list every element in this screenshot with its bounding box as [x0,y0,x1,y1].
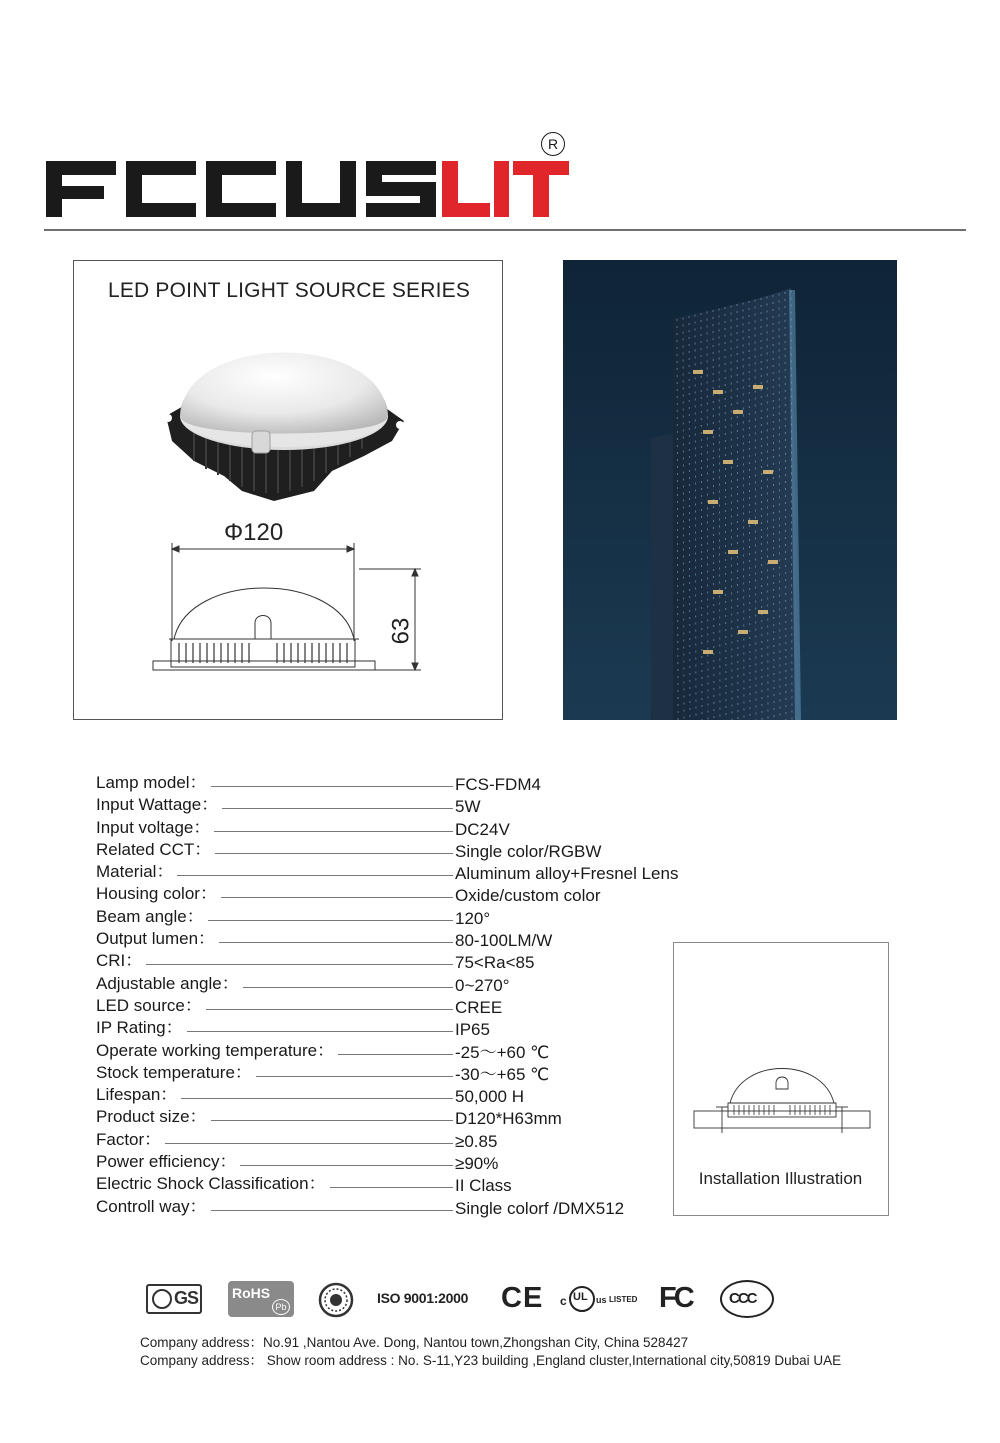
ul-listed-icon [560,1284,640,1314]
fcc-mark: FC [659,1282,692,1314]
product-panel [73,260,503,720]
spec-value: II Class [455,1176,512,1196]
rohs-mark-icon [228,1281,294,1317]
spec-label: Input Wattage： [96,794,222,816]
address-line-2: Company address： Show room address : No. S-11,Y23 building ,England cluster,International city,50819 Dubai UAE [140,1353,842,1368]
brand-logo [44,128,584,228]
ul-letters: UL [573,1291,588,1303]
spec-label: Operate working temperature： [96,1040,338,1062]
spec-label: Product size： [96,1106,211,1128]
installation-drawing [692,1055,872,1135]
spec-value: D120*H63mm [455,1109,562,1129]
spec-label: CRI： [96,950,146,972]
spec-value: 0~270° [455,975,510,995]
rohs-label: RoHS [232,1285,271,1301]
spec-label: Beam angle： [96,906,208,928]
spec-label: Factor： [96,1129,165,1151]
series-title: LED POINT LIGHT SOURCE SERIES [107,279,471,302]
spec-label: Controll way： [96,1196,211,1218]
spec-row [96,1017,656,1039]
tower-window-light [728,550,738,554]
spec-label: Stock temperature： [96,1062,256,1084]
spec-row [96,906,656,928]
spec-row [96,950,656,972]
tower-window-light [723,460,733,464]
ul-c-letter: c [560,1294,567,1308]
spec-label: Output lumen： [96,928,219,950]
ul-listed-text: LISTED [609,1295,638,1304]
spec-value: -30～+65 ℃ [455,1064,550,1084]
spec-label: Related CCT： [96,839,215,861]
spec-row [96,772,656,794]
spec-value: FCS-FDM4 [455,775,541,794]
tower-window-light [703,650,713,654]
gs-g-letter: G [174,1288,189,1308]
cqc-seal-icon [318,1282,354,1318]
gs-mark-icon [146,1284,202,1314]
header-divider [44,229,966,231]
spec-row [96,1129,656,1151]
certification-strip [140,1278,780,1320]
spec-row [96,839,656,861]
spec-value: ≥90% [455,1154,499,1174]
spec-label: Electric Shock Classification： [96,1173,330,1195]
spec-value: Single color/RGBW [455,841,602,861]
logo-letter-e-svg [44,128,584,228]
spec-row [96,1062,656,1084]
spec-value: Oxide/custom color [455,886,601,906]
spec-value: 75<Ra<85 [455,953,535,973]
spec-label: Lifespan： [96,1084,181,1106]
spec-row [96,973,656,995]
spec-row [96,1106,656,1128]
ce-mark: CE [501,1282,544,1314]
spec-label: Housing color： [96,883,221,905]
tower-window-light [763,470,773,474]
spec-row [96,883,656,905]
tower-window-light [758,610,768,614]
pb-label: Pb [272,1299,290,1315]
tower-window-light [768,560,778,564]
spec-label: IP Rating： [96,1017,187,1039]
installation-caption: Installation Illustration [698,1169,863,1188]
spec-label: Material： [96,861,177,883]
tower-window-light [693,370,703,374]
height-label: 63 [387,617,415,645]
spec-row [96,1173,656,1195]
spec-row [96,1040,656,1062]
spec-value: DC24V [455,819,510,839]
spec-value: 5W [455,797,481,817]
spec-value: -25～+60 ℃ [455,1042,550,1062]
tower-window-light [713,390,723,394]
registered-mark: R [541,132,565,156]
tower-window-light [713,590,723,594]
ccc-letters: CCC [729,1290,756,1307]
spec-value: Single colorf /DMX512 [455,1198,625,1218]
spec-label: Power efficiency： [96,1151,240,1173]
spec-row [96,861,679,884]
spec-value: IP65 [455,1020,490,1040]
ccc-mark-icon [720,1280,774,1318]
spec-value: 50,000 H [455,1087,524,1107]
tower-window-light [703,430,713,434]
spec-row [96,817,656,839]
iso-mark: ISO 9001:2000 [377,1290,469,1306]
product-photo [154,321,414,511]
address-line-1: Company address：No.91 ,Nantou Ave. Dong, Nantou town,Zhongshan City, China 528427 [140,1335,689,1350]
spec-row [96,1151,656,1173]
gs-s-letter: S [187,1288,200,1308]
spec-value: ≥0.85 [455,1131,498,1151]
spec-row [96,794,656,816]
spec-label: Input voltage： [96,817,214,839]
tower-window-light [748,520,758,524]
spec-row [96,1084,656,1106]
spec-value: Aluminum alloy+Fresnel Lens [455,864,679,884]
spec-row [96,995,656,1017]
spec-label: Adjustable angle： [96,973,243,995]
diameter-label: Φ120 [224,519,284,546]
company-address [140,1334,880,1370]
spec-leader-line [96,964,453,965]
spec-row [96,1196,656,1218]
tower-window-light [738,630,748,634]
spec-row [96,928,656,950]
spec-label: Lamp model： [96,772,211,794]
spec-value: CREE [455,997,503,1017]
tower-window-light [708,500,718,504]
building-photo [563,260,897,720]
spec-value: 80-100LM/W [455,931,553,951]
installation-panel [673,942,889,1216]
tower-window-light [733,410,743,414]
tower-window-light [753,385,763,389]
spec-label: LED source： [96,995,206,1017]
spec-list [96,772,679,1218]
ul-us-letters: us [596,1295,607,1305]
spec-value: 120° [455,908,491,928]
dimension-drawing [149,541,439,691]
